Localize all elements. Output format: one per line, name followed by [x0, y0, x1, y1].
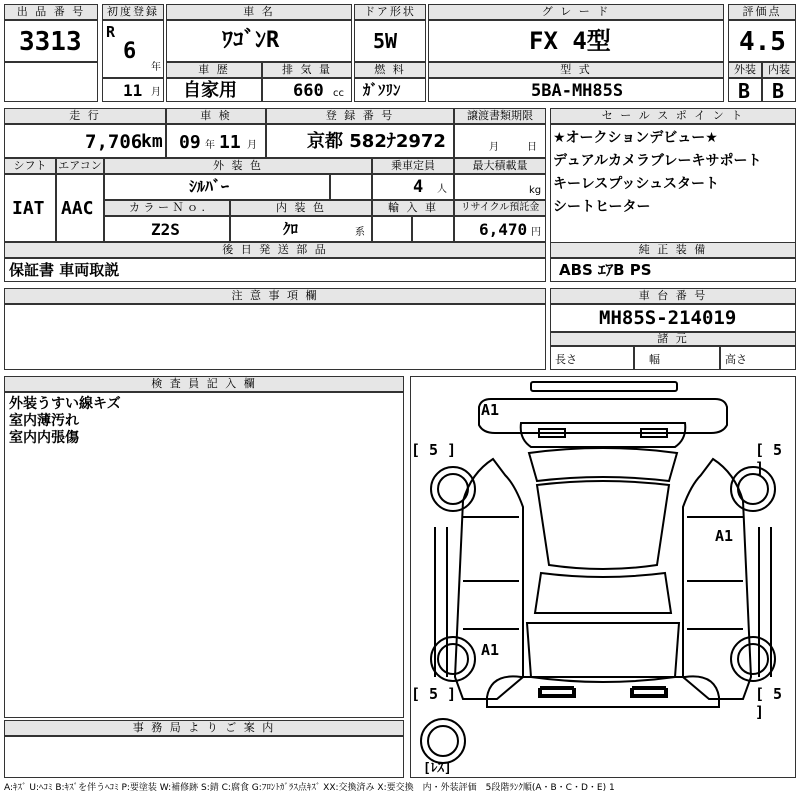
sales-point-item: ★オークションデビュー★	[553, 130, 718, 146]
score-box	[728, 20, 796, 62]
ext-color-extra	[330, 174, 372, 200]
history-label: 車 歴	[166, 62, 262, 78]
displacement-unit: cc	[333, 88, 344, 99]
sales-point-item: キーレスプッシュスタート	[553, 176, 720, 192]
import-box-2	[412, 216, 454, 242]
car-name-value: ﾜｺﾞﾝR	[222, 28, 280, 53]
door-value: 5W	[373, 29, 398, 53]
int-color-label: 内 装 色	[230, 200, 372, 216]
notes-box	[4, 304, 546, 370]
grade-value: FX 4型	[529, 27, 611, 55]
car-diagram-drawing	[411, 377, 795, 777]
exterior-grade-label: 外装	[728, 62, 762, 78]
first-reg-year: 6	[123, 39, 137, 64]
history-value: 自家用	[183, 80, 237, 101]
score-label: 評価点	[728, 4, 796, 20]
damage-mark-right-side: A1	[715, 527, 734, 545]
interior-grade-label: 内装	[762, 62, 796, 78]
displacement-box	[262, 78, 352, 102]
registration-value: 京都 582ﾅ2972	[307, 131, 446, 152]
damage-mark-left-rear: A1	[481, 641, 500, 659]
recycle-unit: 円	[531, 227, 541, 238]
tire-spare: [ﾚｽ]	[423, 761, 452, 776]
left-door-lines	[463, 517, 519, 629]
dims-label: 諸 元	[550, 332, 796, 346]
exterior-grade-box	[728, 78, 762, 102]
lot-label: 出 品 番 号	[4, 4, 98, 20]
roof	[537, 481, 669, 569]
inspection-month-unit: 月	[247, 140, 257, 151]
inspection-year: 09	[179, 132, 201, 153]
sales-points-box	[550, 124, 796, 258]
ext-color-box	[104, 174, 330, 200]
sales-points-label: セ ー ル ス ポ イ ン ト	[550, 108, 796, 124]
score-value: 4.5	[739, 27, 786, 57]
color-no-value: Z2S	[151, 220, 180, 239]
first-reg-era: R	[106, 23, 116, 41]
interior-grade-value: B	[772, 79, 785, 103]
transfer-doc-label: 譲渡書類期限	[454, 108, 546, 124]
max-load-box	[454, 174, 546, 200]
fuel-box	[354, 78, 426, 102]
transfer-doc-month-unit: 月	[489, 142, 499, 153]
equipment-label: 純 正 装 備	[550, 242, 796, 258]
office-box	[4, 736, 404, 778]
tire-rl: [ 5 ]	[411, 685, 457, 703]
registration-box	[266, 124, 454, 158]
first-reg-month-unit: 月	[151, 87, 161, 98]
int-color-value: ｸﾛ	[283, 220, 299, 238]
windshield	[529, 448, 677, 481]
rear-glass	[535, 573, 671, 613]
first-reg-month-box	[102, 78, 164, 102]
max-load-unit: kg	[529, 185, 542, 196]
dims-width: 幅	[649, 353, 660, 366]
trunk	[527, 623, 679, 682]
capacity-box	[372, 174, 454, 200]
first-reg-year-unit: 年	[151, 62, 161, 73]
mileage-label: 走 行	[4, 108, 166, 124]
lot-blank	[4, 62, 98, 102]
chassis-label: 車 台 番 号	[550, 288, 796, 304]
legend: A:ｷｽﾞ U:ﾍｺﾐ B:ｷｽﾞを伴うﾍｺﾐ P:要塗装 W:補修跡 S:錆 C:腐食 G:ﾌﾛﾝﾄｶﾞﾗｽ点ｷｽﾞ XX:交換済み X:要交換 内・外装評価 5段階ﾗﾝｸ順(A・B・C・D・E) 1	[4, 783, 615, 793]
displacement-label: 排 気 量	[262, 62, 352, 78]
ext-color-label: 外 装 色	[104, 158, 372, 174]
hood	[521, 423, 686, 447]
grade-label: グ レ ー ド	[428, 4, 724, 20]
exterior-grade-value: B	[738, 79, 751, 103]
later-items-box	[4, 258, 546, 282]
inspector-label: 検 査 員 記 入 欄	[4, 376, 404, 392]
int-color-unit: 系	[355, 227, 365, 238]
chassis-value: MH85S-214019	[599, 307, 737, 329]
aircon-box	[56, 174, 104, 242]
aircon-label: エアコン	[56, 158, 104, 174]
inspection-label: 車 検	[166, 108, 266, 124]
int-color-box	[230, 216, 372, 242]
inspector-box	[4, 392, 404, 718]
front-bumper	[479, 399, 727, 433]
sales-point-item: デュアルカメラブレーキサポート	[553, 153, 762, 169]
inspector-line: 室内薄汚れ	[9, 413, 79, 429]
capacity-value: 4	[413, 177, 424, 197]
inspector-line: 室内内張傷	[9, 430, 79, 446]
later-items-label: 後 日 発 送 部 品	[4, 242, 546, 258]
inspection-year-unit: 年	[205, 140, 215, 151]
tire-fr: [ 5 ]	[755, 441, 783, 477]
equipment-value: ABS ｴｱB PS	[559, 261, 652, 279]
transfer-doc-day-unit: 日	[527, 142, 537, 153]
damage-mark-front-bumper: A1	[481, 401, 500, 419]
car-diagram	[410, 376, 796, 778]
recycle-value: 6,470	[479, 220, 528, 239]
recycle-label: リサイクル預託金	[454, 200, 546, 216]
door-box	[354, 20, 426, 62]
first-reg-month: 11	[123, 81, 143, 100]
shift-value: IAT	[12, 198, 45, 219]
import-label: 輸 入 車	[372, 200, 454, 216]
lot-box	[4, 20, 98, 62]
chassis-box	[550, 304, 796, 332]
recycle-box	[454, 216, 546, 242]
registration-label: 登 録 番 号	[266, 108, 454, 124]
notes-label: 注 意 事 項 欄	[4, 288, 546, 304]
right-side	[683, 459, 751, 699]
color-no-box	[104, 216, 230, 242]
car-name-box	[166, 20, 352, 62]
color-no-label: カ ラ ー Ｎ ｏ .	[104, 200, 230, 216]
displacement-value: 660	[293, 81, 324, 101]
left-side	[455, 459, 523, 699]
office-label: 事 務 局 よ り ご 案 内	[4, 720, 404, 736]
first-reg-label: 初度登録	[102, 4, 164, 20]
inspection-month: 11	[219, 132, 241, 153]
import-box-1	[372, 216, 412, 242]
shift-box	[4, 174, 56, 242]
dims-width-box	[634, 346, 720, 370]
max-load-label: 最大積載量	[454, 158, 546, 174]
history-box	[166, 78, 262, 102]
dims-length: 長さ	[555, 353, 577, 366]
sales-point-item: シートヒーター	[553, 199, 651, 215]
lot-number: 3313	[19, 27, 82, 57]
door-label: ドア形状	[354, 4, 426, 20]
interior-grade-box	[762, 78, 796, 102]
tire-rr: [ 5 ]	[755, 685, 783, 721]
model-code-label: 型 式	[428, 62, 724, 78]
model-code-value: 5BA-MH85S	[531, 81, 624, 101]
dims-height: 高さ	[725, 353, 747, 366]
car-name-label: 車 名	[166, 4, 352, 20]
grade-box	[428, 20, 724, 62]
capacity-label: 乗車定員	[372, 158, 454, 174]
fuel-label: 燃 料	[354, 62, 426, 78]
fuel-value: ｶﾞｿﾘﾝ	[363, 81, 401, 99]
later-items-value: 保証書 車両取説	[9, 261, 120, 279]
ext-color-value: ｼﾙﾊﾞｰ	[189, 177, 230, 196]
model-code-box	[428, 78, 724, 102]
first-reg-year-box	[102, 20, 164, 78]
mileage-box	[4, 124, 166, 158]
front-top-bar	[531, 382, 677, 391]
tire-fl: [ 5 ]	[411, 441, 457, 459]
transfer-doc-box	[454, 124, 546, 158]
mileage-unit: km	[141, 131, 163, 152]
equipment-box	[550, 258, 796, 282]
capacity-unit: 人	[437, 184, 447, 195]
right-outer-panel	[759, 527, 771, 677]
inspection-box	[166, 124, 266, 158]
dims-height-box	[720, 346, 796, 370]
aircon-value: AAC	[61, 198, 94, 219]
mileage-value: 7,706	[85, 131, 143, 153]
dims-length-box	[550, 346, 634, 370]
shift-label: シフト	[4, 158, 56, 174]
left-outer-panel	[435, 527, 447, 677]
inspector-line: 外装うすい線キズ	[9, 396, 121, 412]
